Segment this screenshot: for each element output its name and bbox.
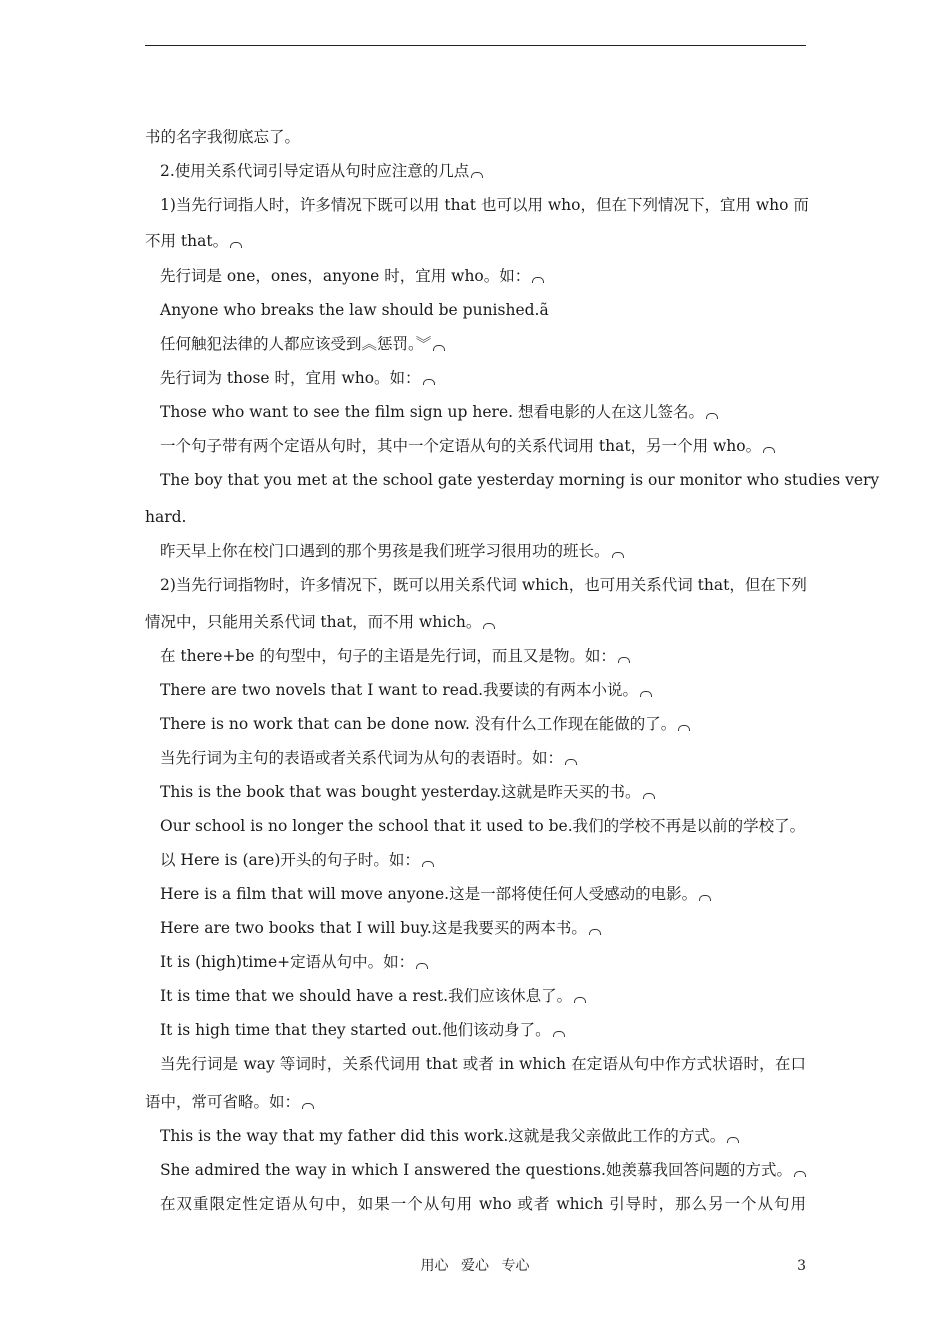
text-line: Those who want to see the film sign up here. 想看电影的人在这儿签名。 [145, 395, 806, 429]
text-line: Anyone who breaks the law should be punished.ã [160, 301, 549, 319]
return-mark-icon [643, 793, 655, 799]
text-line: 昨天早上你在校门口遇到的那个男孩是我们班学习很用功的班长。 [145, 534, 806, 568]
text-line: Our school is no longer the school that it used to be.我们的学校不再是以前的学校了。 [160, 817, 806, 835]
text-line: 先行词为 those 时，宜用 who。如： [145, 361, 806, 395]
return-mark-icon [423, 379, 435, 385]
text-line: 任何触犯法律的人都应该受到︽惩罚。︾ [145, 327, 806, 361]
text-line: The boy that you met at the school gate yesterday morning is our monitor who studies very [160, 471, 880, 489]
text-line: 在双重限定性定语从句中，如果一个从句用 who 或者 which 引导时，那么另一个从句用 [160, 1195, 806, 1213]
return-mark-icon [553, 1031, 565, 1037]
return-mark-icon [230, 242, 242, 248]
return-mark-icon [422, 861, 434, 867]
text-line: She admired the way in which I answered the questions.她羡慕我回答问题的方式。 [145, 1153, 806, 1187]
return-mark-icon [640, 691, 652, 697]
text-line: 先行词是 one，ones，anyone 时，宜用 who。如： [145, 259, 806, 293]
text-line: 一个句子带有两个定语从句时，其中一个定语从句的关系代词用 that，另一个用 who。 [145, 429, 806, 463]
return-mark-icon [618, 657, 630, 663]
text-line: 当先行词为主句的表语或者关系代词为从句的表语时。如： [145, 741, 806, 775]
return-mark-icon [483, 623, 495, 629]
return-mark-icon [433, 345, 445, 351]
text-line: 以 Here is (are)开头的句子时。如： [145, 843, 806, 877]
text-line: 不用 that。 [145, 224, 806, 258]
text-line: This is the book that was bought yesterday.这就是昨天买的书。 [145, 775, 806, 809]
text-line: 2)当先行词指物时，许多情况下，既可以用关系代词 which，也可用关系代词 that，但在下列 [160, 576, 807, 594]
text-line: Here are two books that I will buy.这是我要买的两本书。 [145, 911, 806, 945]
text-line: There are two novels that I want to read.我要读的有两本小说。 [145, 673, 806, 707]
text-line: 当先行词是 way 等词时，关系代词用 that 或者 in which 在定语从句中作方式状语时，在口 [160, 1055, 806, 1073]
text-line: It is high time that they started out.他们该动身了。 [145, 1013, 806, 1047]
return-mark-icon [416, 963, 428, 969]
text-line: It is (high)time+定语从句中。如： [145, 945, 806, 979]
text-line: 在 there+be 的句型中，句子的主语是先行词，而且又是物。如： [145, 639, 806, 673]
text-line: 1)当先行词指人时，许多情况下既可以用 that 也可以用 who，但在下列情况下，宜用 who 而 [160, 196, 809, 214]
return-mark-icon [574, 997, 586, 1003]
text-line: hard. [145, 508, 187, 526]
text-line: It is time that we should have a rest.我们应该休息了。 [145, 979, 806, 1013]
return-mark-icon [706, 413, 718, 419]
return-mark-icon [589, 929, 601, 935]
text-line: There is no work that can be done now. 没有什么工作现在能做的了。 [145, 707, 806, 741]
text-line: 情况中，只能用关系代词 that，而不用 which。 [145, 605, 806, 639]
text-line: This is the way that my father did this work.这就是我父亲做此工作的方式。 [145, 1119, 806, 1153]
text-line: 2.使用关系代词引导定语从句时应注意的几点 [145, 154, 806, 188]
return-mark-icon [302, 1103, 314, 1109]
return-mark-icon [678, 725, 690, 731]
return-mark-icon [532, 277, 544, 283]
return-mark-icon [565, 759, 577, 765]
page-number: 3 [797, 1258, 806, 1274]
return-mark-icon [727, 1137, 739, 1143]
return-mark-icon [699, 895, 711, 901]
text-line: 书的名字我彻底忘了。 [145, 128, 301, 146]
return-mark-icon [471, 172, 483, 178]
return-mark-icon [794, 1171, 806, 1177]
text-line: 语中，常可省略。如： [145, 1085, 806, 1119]
return-mark-icon [763, 447, 775, 453]
header-rule [145, 45, 806, 46]
footer-motto: 用心 爱心 专心 [420, 1258, 530, 1274]
text-line: Here is a film that will move anyone.这是一部将使任何人受感动的电影。 [145, 877, 806, 911]
return-mark-icon [612, 552, 624, 558]
